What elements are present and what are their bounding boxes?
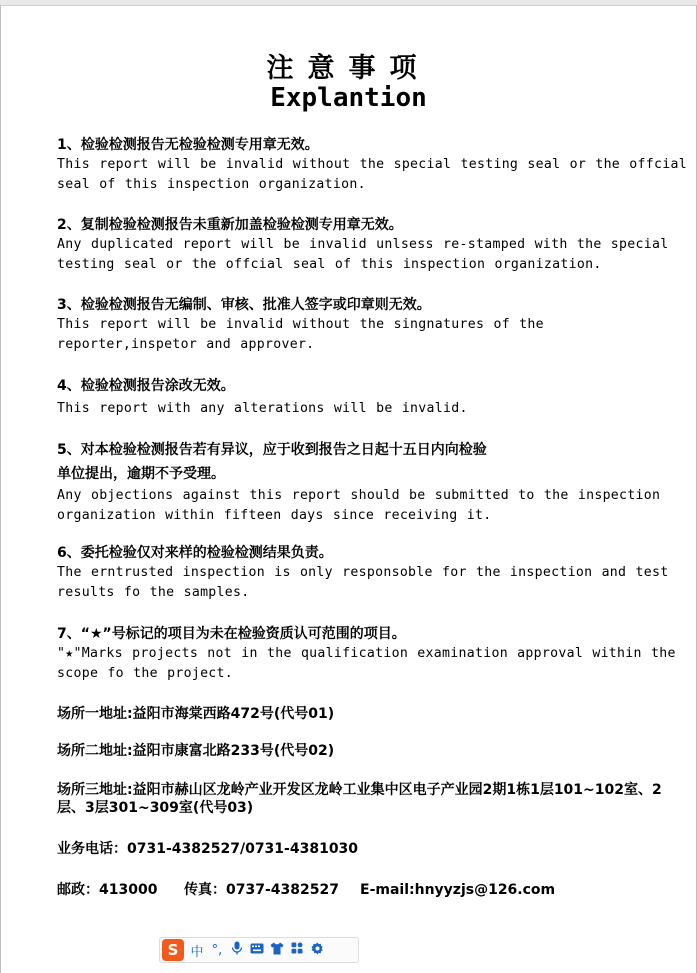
notice-item-cn: 3、检验检测报告无编制、审核、批准人签字或印章则无效。 [57, 297, 431, 313]
apps-icon[interactable] [290, 942, 304, 958]
sogou-logo-icon[interactable]: S [162, 939, 184, 961]
notice-item-cn: 6、委托检验仅对来样的检验检测结果负责。 [57, 545, 333, 561]
microphone-icon[interactable] [230, 941, 244, 959]
shirt-icon[interactable] [270, 942, 284, 959]
notice-item-4 [57, 376, 687, 419]
keyboard-icon[interactable] [250, 943, 264, 958]
notice-item-cn: 2、复制检验检测报告未重新加盖检验检测专用章无效。 [57, 217, 403, 233]
notice-item-cn: 5、对本检验检测报告若有异议，应于收到报告之日起十五日内向检验 单位提出，逾期不予受理。 [57, 442, 487, 482]
notice-item-en: "★"Marks projects not in the qualification examination approval within the scope fo the project. [57, 646, 676, 681]
address-1: 场所一地址:益阳市海棠西路472号(代号01) [57, 706, 335, 722]
notice-item-3 [57, 295, 687, 355]
business-phone: 业务电话：0731-4382527/0731-4381030 [57, 841, 359, 857]
contact-line [57, 879, 677, 899]
fax-number: 传真：0737-4382527 [184, 882, 339, 898]
notice-item-en: The erntrusted inspection is only responsoble for the inspection and test results fo the samples. [57, 565, 669, 600]
ime-toolbar[interactable] [159, 937, 359, 963]
notice-item-en: Any objections against this report should be submitted to the inspection organization within fifteen days since receiving it. [57, 488, 661, 523]
address-2: 场所二地址:益阳市康富北路233号(代号02) [57, 743, 335, 759]
notice-item-cn: 1、检验检测报告无检验检测专用章无效。 [57, 137, 319, 153]
notice-item-en: This report will be invalid without the singnatures of the reporter,inspetor and approver. [57, 317, 544, 352]
notice-item-5 [57, 438, 687, 526]
notice-item-2 [57, 215, 687, 275]
notice-item-1 [57, 135, 687, 195]
input-mode-toggle[interactable]: 中 [190, 944, 204, 960]
page-left-border [0, 5, 1, 973]
address-3: 场所三地址:益阳市赫山区龙岭产业开发区龙岭工业集中区电子产业园2期1栋1层101~102室、2层、3层301~309室(代号03) [57, 782, 662, 816]
settings-icon[interactable] [310, 942, 324, 959]
postal-code: 邮政：413000 [57, 882, 158, 898]
window-top-border [0, 0, 697, 6]
email-address: E-mail:hnyyzjs@126.com [360, 882, 556, 898]
notice-item-en: This report with any alterations will be invalid. [57, 401, 468, 416]
notice-item-cn: 7、“★”号标记的项目为未在检验资质认可范围的项目。 [57, 626, 406, 642]
notice-item-7 [57, 624, 687, 684]
title-chinese: 注意事项 [266, 53, 431, 84]
notice-item-en: Any duplicated report will be invalid unlsess re-stamped with the special testing seal or the offcial seal of this inspection organization. [57, 237, 669, 272]
notice-item-6 [57, 543, 687, 603]
punctuation-toggle[interactable]: °, [211, 942, 223, 958]
notice-item-en: This report will be invalid without the special testing seal or the offcial seal of this inspection organization. [57, 157, 687, 192]
notice-item-cn: 4、检验检测报告涂改无效。 [57, 378, 235, 394]
title-english: Explantion [270, 83, 427, 113]
